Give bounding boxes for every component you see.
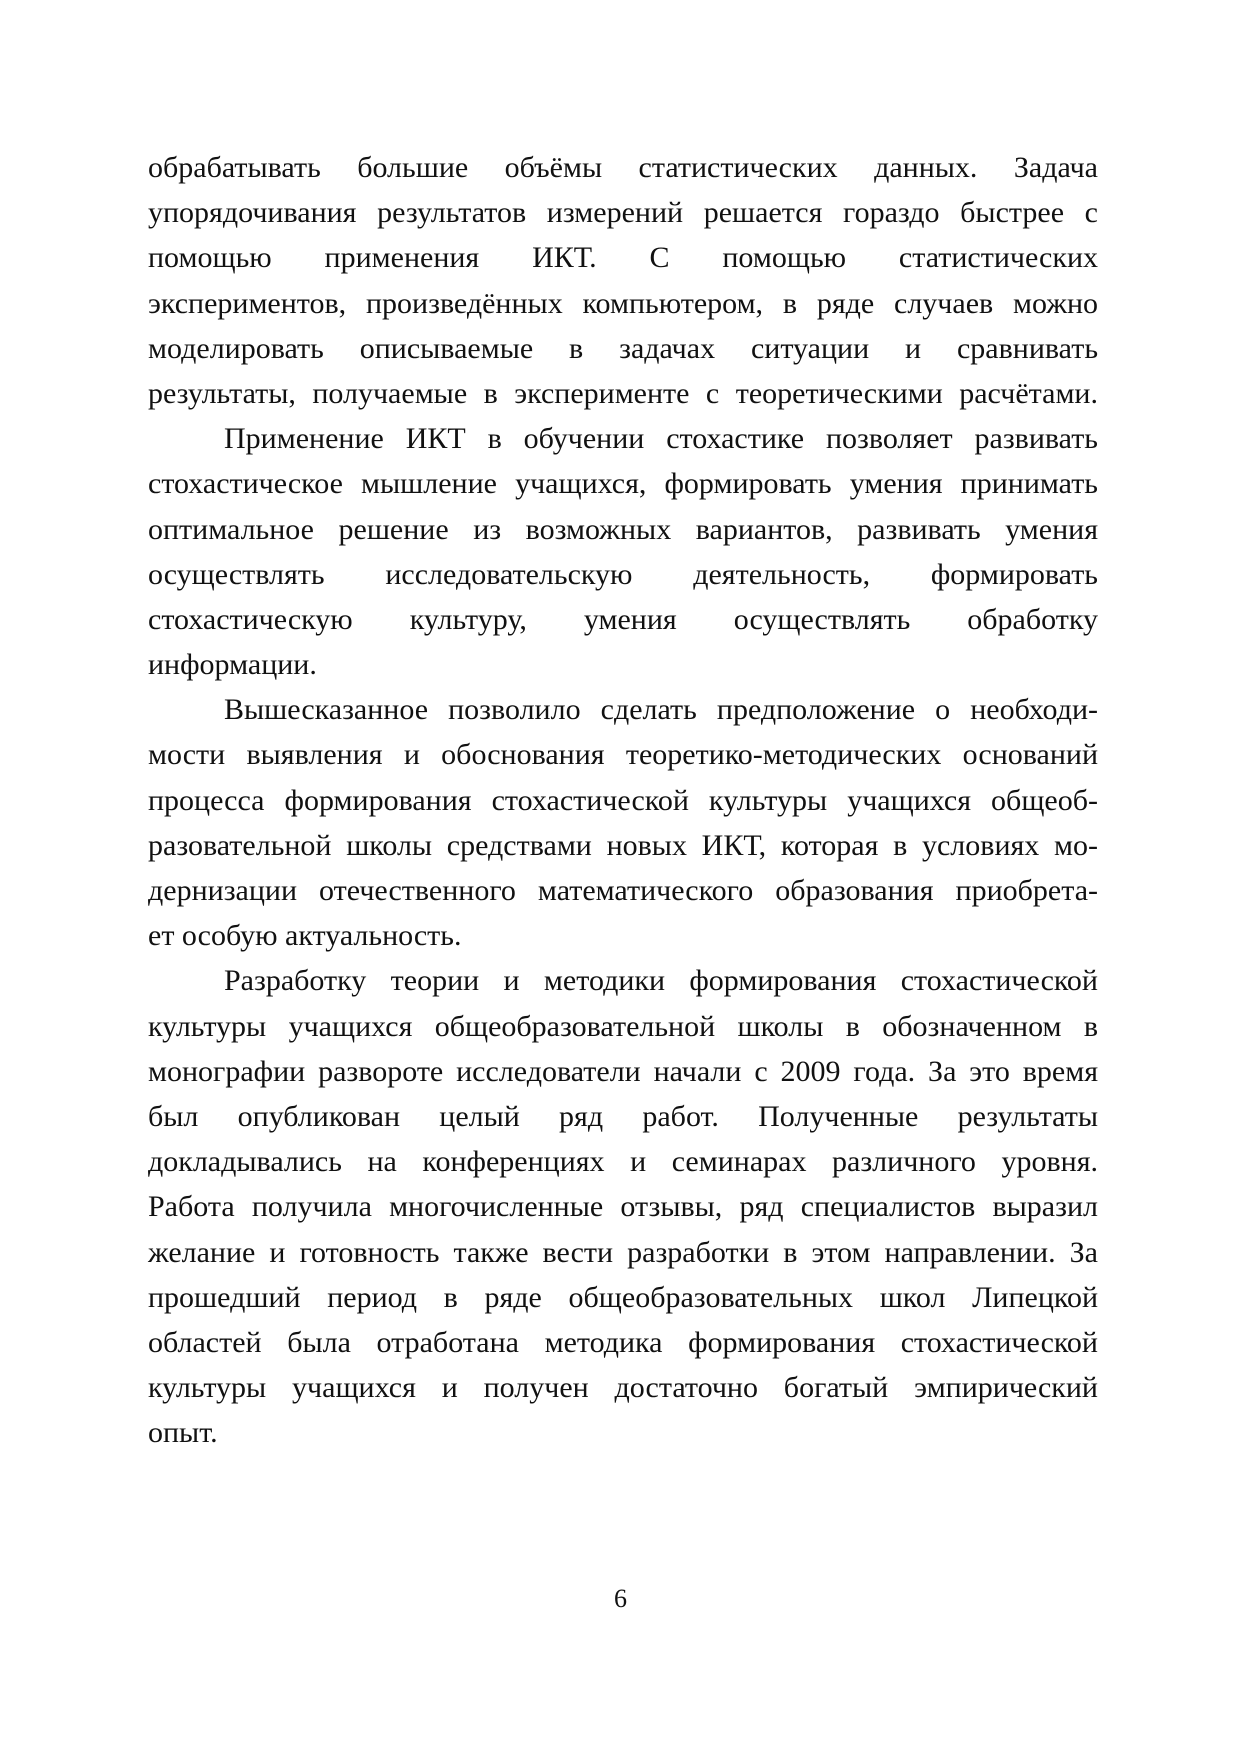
text-line: Применение ИКТ в обучении стохастике позволяет развивать <box>224 422 1098 456</box>
text-line: осуществлять исследовательскую деятельность, формировать <box>148 557 1098 591</box>
text-line: дернизации отечественного математического образования приобрета- <box>148 874 1098 907</box>
text-line: Вышесказанное позволило сделать предположение о необходи- <box>224 693 1098 727</box>
text-line: стохастическое мышление учащихся, формировать умения принимать <box>148 467 1098 501</box>
text-line: Разработку теории и методики формирования стохастической <box>224 964 1098 998</box>
text-line: культуры учащихся и получен достаточно богатый эмпирический <box>148 1371 1098 1405</box>
text-line: упорядочивания результатов измерений решается гораздо быстрее с <box>148 196 1098 230</box>
text-line: информации. <box>148 648 317 682</box>
paragraph-4 <box>148 958 1098 1455</box>
paragraph-1 <box>148 145 1098 416</box>
paragraph-2 <box>148 416 1098 687</box>
text-line: моделировать описываемые в задачах ситуации и сравнивать <box>148 331 1098 365</box>
text-body <box>148 145 1098 1455</box>
text-line: прошедший период в ряде общеобразовательных школ Липецкой <box>148 1280 1098 1314</box>
text-line: оптимальное решение из возможных вариантов, развивать умения <box>148 512 1098 546</box>
text-line: ет особую актуальность. <box>148 919 462 953</box>
text-line: докладывались на конференциях и семинарах различного уровня. <box>148 1145 1098 1179</box>
text-line: Работа получила многочисленные отзывы, ряд специалистов выразил <box>148 1190 1098 1224</box>
text-line: монографии развороте исследователи начали с 2009 года. За это время <box>148 1054 1098 1088</box>
text-line: разовательной школы средствами новых ИКТ, которая в условиях мо- <box>148 828 1098 862</box>
text-line: экспериментов, произведённых компьютером, в ряде случаев можно <box>148 286 1098 320</box>
page-number: 6 <box>614 1584 627 1613</box>
text-line: областей была отработана методика формирования стохастической <box>148 1325 1098 1359</box>
text-line: стохастическую культуру, умения осуществлять обработку <box>148 602 1098 636</box>
text-line: был опубликован целый ряд работ. Полученные результаты <box>148 1099 1098 1133</box>
text-line: мости выявления и обоснования теоретико-методических оснований <box>148 738 1098 772</box>
text-line: опыт. <box>148 1416 218 1450</box>
text-line: процесса формирования стохастической культуры учащихся общеоб- <box>148 783 1098 817</box>
text-line: помощью применения ИКТ. С помощью статистических <box>148 241 1098 275</box>
text-line: желание и готовность также вести разработки в этом направлении. За <box>148 1235 1098 1269</box>
text-line: обрабатывать большие объёмы статистических данных. Задача <box>148 151 1098 184</box>
text-line: результаты, получаемые в эксперименте с теоретическими расчётами. <box>148 376 1098 410</box>
text-line: культуры учащихся общеобразовательной школы в обозначенном в <box>148 1009 1098 1043</box>
paragraph-3 <box>148 687 1098 958</box>
